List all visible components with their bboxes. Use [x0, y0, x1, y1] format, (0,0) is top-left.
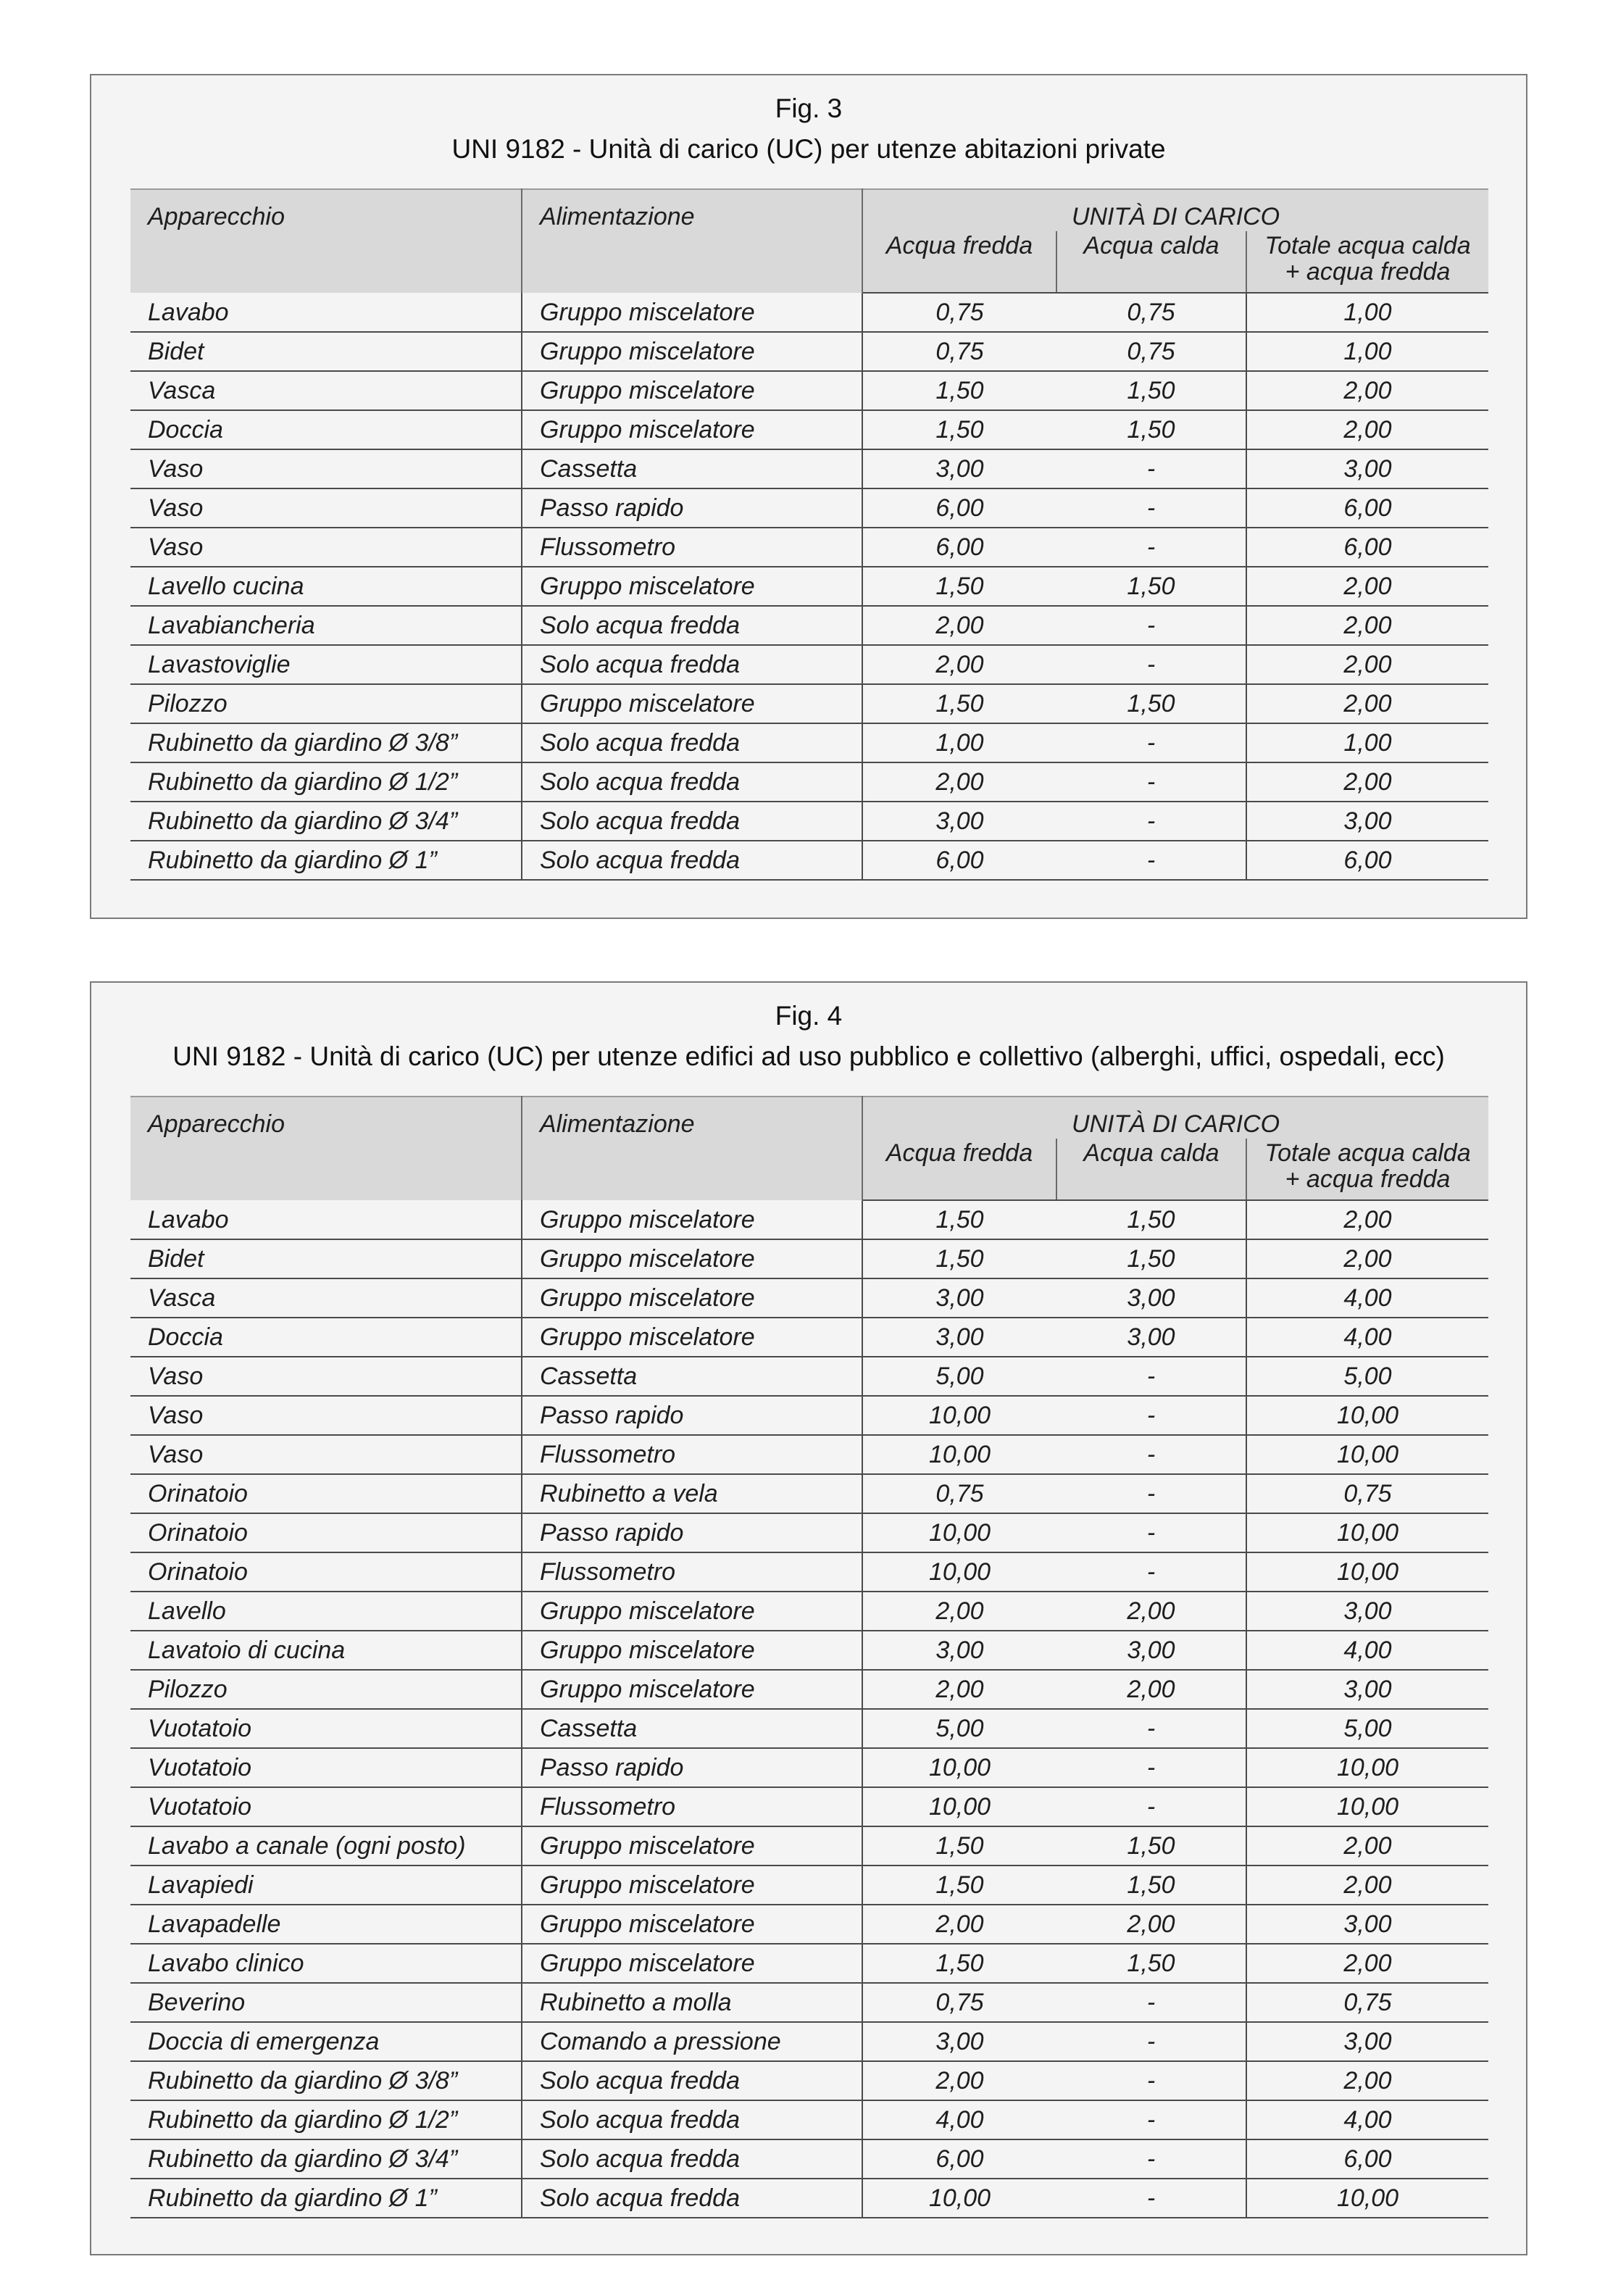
header-acqua-fredda: Acqua fredda: [862, 231, 1056, 293]
cell-acqua-calda: -: [1056, 645, 1246, 684]
cell-totale: 10,00: [1246, 1513, 1488, 1552]
cell-acqua-fredda: 0,75: [862, 293, 1056, 332]
cell-acqua-calda: 1,50: [1056, 1865, 1246, 1905]
cell-apparecchio: Vaso: [130, 1396, 522, 1435]
cell-alimentazione: Gruppo miscelatore: [522, 1631, 862, 1670]
cell-totale: 3,00: [1246, 1592, 1488, 1631]
cell-alimentazione: Passo rapido: [522, 1748, 862, 1787]
cell-alimentazione: Rubinetto a vela: [522, 1474, 862, 1513]
cell-totale: 2,00: [1246, 645, 1488, 684]
cell-acqua-calda: -: [1056, 1357, 1246, 1396]
header-apparecchio: Apparecchio: [130, 189, 522, 293]
cell-alimentazione: Solo acqua fredda: [522, 2100, 862, 2139]
cell-totale: 3,00: [1246, 2022, 1488, 2061]
cell-apparecchio: Vaso: [130, 449, 522, 488]
cell-acqua-fredda: 0,75: [862, 1983, 1056, 2022]
cell-totale: 2,00: [1246, 684, 1488, 723]
cell-alimentazione: Flussometro: [522, 1787, 862, 1826]
cell-alimentazione: Gruppo miscelatore: [522, 684, 862, 723]
cell-alimentazione: Gruppo miscelatore: [522, 567, 862, 606]
cell-apparecchio: Lavapiedi: [130, 1865, 522, 1905]
table-row: [130, 1787, 1488, 1826]
cell-acqua-fredda: 1,50: [862, 410, 1056, 449]
table-row: [130, 606, 1488, 645]
table-row: [130, 762, 1488, 802]
cell-acqua-calda: -: [1056, 449, 1246, 488]
cell-acqua-fredda: 2,00: [862, 606, 1056, 645]
table-row: [130, 1474, 1488, 1513]
table-row: [130, 2100, 1488, 2139]
table-row: [130, 2179, 1488, 2218]
cell-acqua-calda: -: [1056, 1709, 1246, 1748]
cell-alimentazione: Solo acqua fredda: [522, 723, 862, 762]
cell-acqua-fredda: 1,50: [862, 567, 1056, 606]
header-acqua-calda: Acqua calda: [1056, 231, 1246, 293]
cell-alimentazione: Gruppo miscelatore: [522, 1670, 862, 1709]
cell-totale: 6,00: [1246, 841, 1488, 880]
load-units-table: [130, 188, 1488, 881]
cell-apparecchio: Bidet: [130, 332, 522, 371]
cell-totale: 2,00: [1246, 1239, 1488, 1278]
cell-apparecchio: Vasca: [130, 1278, 522, 1318]
cell-acqua-calda: -: [1056, 1396, 1246, 1435]
cell-apparecchio: Pilozzo: [130, 684, 522, 723]
table-row: [130, 841, 1488, 880]
header-unita-di-carico: UNITÀ DI CARICO: [862, 1097, 1488, 1139]
cell-alimentazione: Passo rapido: [522, 488, 862, 528]
table-row: [130, 1983, 1488, 2022]
cell-apparecchio: Vaso: [130, 488, 522, 528]
cell-acqua-fredda: 5,00: [862, 1357, 1056, 1396]
table-row: [130, 1709, 1488, 1748]
cell-apparecchio: Doccia: [130, 410, 522, 449]
cell-totale: 5,00: [1246, 1357, 1488, 1396]
table-row: [130, 1905, 1488, 1944]
cell-alimentazione: Solo acqua fredda: [522, 802, 862, 841]
table-row: [130, 1278, 1488, 1318]
load-units-table: [130, 1096, 1488, 2218]
table-row: [130, 1944, 1488, 1983]
cell-acqua-fredda: 2,00: [862, 1592, 1056, 1631]
cell-acqua-calda: 1,50: [1056, 1944, 1246, 1983]
cell-alimentazione: Gruppo miscelatore: [522, 1944, 862, 1983]
table-row: [130, 528, 1488, 567]
cell-acqua-calda: -: [1056, 2139, 1246, 2179]
cell-apparecchio: Lavabo clinico: [130, 1944, 522, 1983]
cell-alimentazione: Flussometro: [522, 1435, 862, 1474]
cell-acqua-fredda: 0,75: [862, 1474, 1056, 1513]
table-body: [130, 1200, 1488, 2218]
cell-alimentazione: Gruppo miscelatore: [522, 293, 862, 332]
table-row: [130, 1826, 1488, 1865]
cell-acqua-calda: -: [1056, 762, 1246, 802]
cell-alimentazione: Cassetta: [522, 449, 862, 488]
header-totale: [1246, 231, 1488, 293]
cell-alimentazione: Cassetta: [522, 1709, 862, 1748]
figure-title: UNI 9182 - Unità di carico (UC) per utenze edifici ad uso pubblico e collettivo (alberghi, uffici, ospedali, ecc): [172, 1041, 1445, 1071]
cell-alimentazione: Solo acqua fredda: [522, 2139, 862, 2179]
cell-apparecchio: Lavabiancheria: [130, 606, 522, 645]
cell-acqua-fredda: 6,00: [862, 528, 1056, 567]
cell-alimentazione: Gruppo miscelatore: [522, 1905, 862, 1944]
cell-alimentazione: Comando a pressione: [522, 2022, 862, 2061]
cell-alimentazione: Gruppo miscelatore: [522, 1865, 862, 1905]
cell-acqua-fredda: 2,00: [862, 2061, 1056, 2100]
cell-totale: 4,00: [1246, 1318, 1488, 1357]
cell-totale: 0,75: [1246, 1983, 1488, 2022]
cell-acqua-calda: 1,50: [1056, 1200, 1246, 1239]
header-acqua-fredda: Acqua fredda: [862, 1139, 1056, 1200]
cell-acqua-fredda: 2,00: [862, 1670, 1056, 1709]
cell-alimentazione: Solo acqua fredda: [522, 2061, 862, 2100]
cell-apparecchio: Vaso: [130, 1357, 522, 1396]
cell-alimentazione: Gruppo miscelatore: [522, 1239, 862, 1278]
header-totale-line1: Totale acqua calda: [1264, 232, 1471, 259]
cell-acqua-calda: 1,50: [1056, 410, 1246, 449]
cell-acqua-calda: -: [1056, 606, 1246, 645]
cell-totale: 10,00: [1246, 1552, 1488, 1592]
cell-totale: 10,00: [1246, 1748, 1488, 1787]
table-row: [130, 1631, 1488, 1670]
cell-totale: 4,00: [1246, 1278, 1488, 1318]
table-row: [130, 567, 1488, 606]
cell-acqua-calda: 3,00: [1056, 1631, 1246, 1670]
cell-acqua-calda: -: [1056, 2022, 1246, 2061]
cell-acqua-calda: 1,50: [1056, 567, 1246, 606]
header-totale-line2: + acqua fredda: [1285, 1165, 1451, 1193]
cell-totale: 2,00: [1246, 371, 1488, 410]
cell-acqua-calda: 2,00: [1056, 1905, 1246, 1944]
cell-apparecchio: Bidet: [130, 1239, 522, 1278]
cell-apparecchio: Vaso: [130, 1435, 522, 1474]
cell-totale: 2,00: [1246, 1865, 1488, 1905]
figure-label: Fig. 3: [775, 93, 843, 123]
header-totale: [1246, 1139, 1488, 1200]
cell-totale: 2,00: [1246, 1200, 1488, 1239]
table-row: [130, 1396, 1488, 1435]
cell-acqua-fredda: 10,00: [862, 1396, 1056, 1435]
cell-acqua-calda: -: [1056, 1748, 1246, 1787]
cell-acqua-fredda: 1,50: [862, 1200, 1056, 1239]
cell-alimentazione: Gruppo miscelatore: [522, 332, 862, 371]
cell-acqua-calda: -: [1056, 488, 1246, 528]
cell-totale: 1,00: [1246, 293, 1488, 332]
cell-acqua-fredda: 1,50: [862, 1239, 1056, 1278]
cell-alimentazione: Passo rapido: [522, 1513, 862, 1552]
cell-acqua-fredda: 3,00: [862, 1278, 1056, 1318]
cell-totale: 3,00: [1246, 802, 1488, 841]
table-row: [130, 332, 1488, 371]
cell-apparecchio: Vuotatoio: [130, 1748, 522, 1787]
cell-acqua-fredda: 2,00: [862, 762, 1056, 802]
table-row: [130, 1592, 1488, 1631]
cell-acqua-fredda: 1,50: [862, 1826, 1056, 1865]
cell-totale: 10,00: [1246, 1396, 1488, 1435]
cell-alimentazione: Flussometro: [522, 1552, 862, 1592]
cell-apparecchio: Rubinetto da giardino Ø 1”: [130, 841, 522, 880]
cell-apparecchio: Lavastoviglie: [130, 645, 522, 684]
cell-apparecchio: Orinatoio: [130, 1513, 522, 1552]
cell-apparecchio: Lavapadelle: [130, 1905, 522, 1944]
cell-alimentazione: Rubinetto a molla: [522, 1983, 862, 2022]
cell-alimentazione: Solo acqua fredda: [522, 841, 862, 880]
cell-acqua-calda: -: [1056, 1474, 1246, 1513]
header-acqua-calda: Acqua calda: [1056, 1139, 1246, 1200]
cell-totale: 3,00: [1246, 1905, 1488, 1944]
table-row: [130, 802, 1488, 841]
cell-acqua-fredda: 6,00: [862, 841, 1056, 880]
table-row: [130, 371, 1488, 410]
cell-acqua-calda: 3,00: [1056, 1278, 1246, 1318]
table-row: [130, 645, 1488, 684]
cell-totale: 2,00: [1246, 606, 1488, 645]
cell-totale: 3,00: [1246, 1670, 1488, 1709]
cell-acqua-calda: 1,50: [1056, 1239, 1246, 1278]
cell-acqua-fredda: 3,00: [862, 2022, 1056, 2061]
cell-totale: 2,00: [1246, 410, 1488, 449]
cell-acqua-calda: 0,75: [1056, 293, 1246, 332]
figure-title: UNI 9182 - Unità di carico (UC) per utenze abitazioni private: [451, 134, 1166, 164]
cell-acqua-calda: 2,00: [1056, 1592, 1246, 1631]
cell-totale: 2,00: [1246, 2061, 1488, 2100]
header-apparecchio: Apparecchio: [130, 1097, 522, 1200]
cell-apparecchio: Rubinetto da giardino Ø 3/4”: [130, 802, 522, 841]
cell-totale: 3,00: [1246, 449, 1488, 488]
table-row: [130, 2139, 1488, 2179]
cell-acqua-fredda: 10,00: [862, 1552, 1056, 1592]
table-row: [130, 488, 1488, 528]
cell-acqua-calda: 1,50: [1056, 371, 1246, 410]
cell-acqua-fredda: 10,00: [862, 1748, 1056, 1787]
table-row: [130, 1200, 1488, 1239]
cell-apparecchio: Rubinetto da giardino Ø 1/2”: [130, 762, 522, 802]
cell-totale: 1,00: [1246, 332, 1488, 371]
cell-acqua-fredda: 1,50: [862, 1944, 1056, 1983]
cell-acqua-calda: 3,00: [1056, 1318, 1246, 1357]
cell-acqua-calda: -: [1056, 1552, 1246, 1592]
figure-label: Fig. 4: [775, 1001, 843, 1031]
figure-panel-fig4: [90, 981, 1527, 2255]
table-row: [130, 684, 1488, 723]
header-totale-line2: + acqua fredda: [1285, 258, 1451, 286]
table-row: [130, 1435, 1488, 1474]
table-row: [130, 293, 1488, 332]
cell-alimentazione: Gruppo miscelatore: [522, 371, 862, 410]
table-row: [130, 1318, 1488, 1357]
cell-totale: 5,00: [1246, 1709, 1488, 1748]
cell-alimentazione: Gruppo miscelatore: [522, 1200, 862, 1239]
cell-apparecchio: Rubinetto da giardino Ø 3/4”: [130, 2139, 522, 2179]
cell-apparecchio: Lavello: [130, 1592, 522, 1631]
cell-totale: 10,00: [1246, 2179, 1488, 2218]
cell-acqua-calda: 1,50: [1056, 684, 1246, 723]
cell-alimentazione: Flussometro: [522, 528, 862, 567]
cell-acqua-calda: 0,75: [1056, 332, 1246, 371]
cell-acqua-fredda: 10,00: [862, 1513, 1056, 1552]
cell-totale: 4,00: [1246, 1631, 1488, 1670]
cell-acqua-fredda: 6,00: [862, 488, 1056, 528]
cell-alimentazione: Solo acqua fredda: [522, 762, 862, 802]
cell-apparecchio: Doccia di emergenza: [130, 2022, 522, 2061]
cell-apparecchio: Orinatoio: [130, 1552, 522, 1592]
cell-acqua-fredda: 1,50: [862, 1865, 1056, 1905]
cell-acqua-fredda: 4,00: [862, 2100, 1056, 2139]
cell-apparecchio: Vuotatoio: [130, 1787, 522, 1826]
header-unita-di-carico: UNITÀ DI CARICO: [862, 189, 1488, 231]
table-row: [130, 723, 1488, 762]
cell-totale: 2,00: [1246, 1944, 1488, 1983]
table-row: [130, 1748, 1488, 1787]
cell-totale: 1,00: [1246, 723, 1488, 762]
cell-alimentazione: Gruppo miscelatore: [522, 410, 862, 449]
table-row: [130, 1513, 1488, 1552]
cell-acqua-calda: 1,50: [1056, 1826, 1246, 1865]
cell-apparecchio: Lavabo a canale (ogni posto): [130, 1826, 522, 1865]
header-alimentazione: Alimentazione: [522, 189, 862, 293]
cell-alimentazione: Solo acqua fredda: [522, 645, 862, 684]
cell-apparecchio: Rubinetto da giardino Ø 1”: [130, 2179, 522, 2218]
cell-apparecchio: Rubinetto da giardino Ø 3/8”: [130, 723, 522, 762]
cell-acqua-fredda: 1,00: [862, 723, 1056, 762]
cell-acqua-calda: -: [1056, 2100, 1246, 2139]
cell-acqua-calda: -: [1056, 528, 1246, 567]
cell-totale: 6,00: [1246, 488, 1488, 528]
cell-apparecchio: Pilozzo: [130, 1670, 522, 1709]
cell-apparecchio: Lavabo: [130, 293, 522, 332]
cell-acqua-fredda: 2,00: [862, 1905, 1056, 1944]
cell-apparecchio: Lavatoio di cucina: [130, 1631, 522, 1670]
table-row: [130, 1239, 1488, 1278]
cell-acqua-calda: -: [1056, 841, 1246, 880]
cell-acqua-calda: -: [1056, 723, 1246, 762]
cell-acqua-fredda: 5,00: [862, 1709, 1056, 1748]
cell-alimentazione: Gruppo miscelatore: [522, 1826, 862, 1865]
cell-apparecchio: Vaso: [130, 528, 522, 567]
cell-acqua-calda: -: [1056, 802, 1246, 841]
cell-acqua-fredda: 3,00: [862, 1631, 1056, 1670]
cell-apparecchio: Rubinetto da giardino Ø 3/8”: [130, 2061, 522, 2100]
cell-apparecchio: Orinatoio: [130, 1474, 522, 1513]
table-body: [130, 293, 1488, 880]
cell-apparecchio: Doccia: [130, 1318, 522, 1357]
cell-acqua-fredda: 3,00: [862, 802, 1056, 841]
cell-alimentazione: Solo acqua fredda: [522, 606, 862, 645]
table-row: [130, 2061, 1488, 2100]
cell-acqua-calda: 2,00: [1056, 1670, 1246, 1709]
cell-acqua-fredda: 1,50: [862, 371, 1056, 410]
table-row: [130, 1357, 1488, 1396]
cell-totale: 2,00: [1246, 567, 1488, 606]
cell-acqua-fredda: 10,00: [862, 1787, 1056, 1826]
cell-alimentazione: Gruppo miscelatore: [522, 1318, 862, 1357]
cell-apparecchio: Rubinetto da giardino Ø 1/2”: [130, 2100, 522, 2139]
cell-acqua-fredda: 2,00: [862, 645, 1056, 684]
cell-acqua-fredda: 10,00: [862, 2179, 1056, 2218]
table-row: [130, 1552, 1488, 1592]
table-row: [130, 1865, 1488, 1905]
cell-alimentazione: Cassetta: [522, 1357, 862, 1396]
cell-acqua-fredda: 10,00: [862, 1435, 1056, 1474]
cell-alimentazione: Solo acqua fredda: [522, 2179, 862, 2218]
cell-totale: 10,00: [1246, 1787, 1488, 1826]
cell-acqua-fredda: 6,00: [862, 2139, 1056, 2179]
cell-totale: 4,00: [1246, 2100, 1488, 2139]
cell-acqua-fredda: 0,75: [862, 332, 1056, 371]
table-row: [130, 2022, 1488, 2061]
cell-acqua-calda: -: [1056, 2179, 1246, 2218]
cell-apparecchio: Lavabo: [130, 1200, 522, 1239]
cell-totale: 0,75: [1246, 1474, 1488, 1513]
table-row: [130, 449, 1488, 488]
cell-acqua-fredda: 3,00: [862, 1318, 1056, 1357]
cell-acqua-calda: -: [1056, 1513, 1246, 1552]
table-row: [130, 1670, 1488, 1709]
table-row: [130, 410, 1488, 449]
cell-apparecchio: Vuotatoio: [130, 1709, 522, 1748]
cell-apparecchio: Beverino: [130, 1983, 522, 2022]
header-totale-line1: Totale acqua calda: [1264, 1139, 1471, 1167]
cell-apparecchio: Lavello cucina: [130, 567, 522, 606]
cell-alimentazione: Gruppo miscelatore: [522, 1592, 862, 1631]
cell-acqua-calda: -: [1056, 2061, 1246, 2100]
cell-totale: 2,00: [1246, 762, 1488, 802]
cell-acqua-fredda: 3,00: [862, 449, 1056, 488]
cell-acqua-calda: -: [1056, 1435, 1246, 1474]
cell-apparecchio: Vasca: [130, 371, 522, 410]
cell-alimentazione: Passo rapido: [522, 1396, 862, 1435]
cell-totale: 6,00: [1246, 528, 1488, 567]
cell-acqua-calda: -: [1056, 1983, 1246, 2022]
cell-totale: 6,00: [1246, 2139, 1488, 2179]
cell-acqua-calda: -: [1056, 1787, 1246, 1826]
cell-alimentazione: Gruppo miscelatore: [522, 1278, 862, 1318]
figure-panel-fig3: [90, 74, 1527, 919]
header-alimentazione: Alimentazione: [522, 1097, 862, 1200]
cell-totale: 2,00: [1246, 1826, 1488, 1865]
cell-acqua-fredda: 1,50: [862, 684, 1056, 723]
cell-totale: 10,00: [1246, 1435, 1488, 1474]
